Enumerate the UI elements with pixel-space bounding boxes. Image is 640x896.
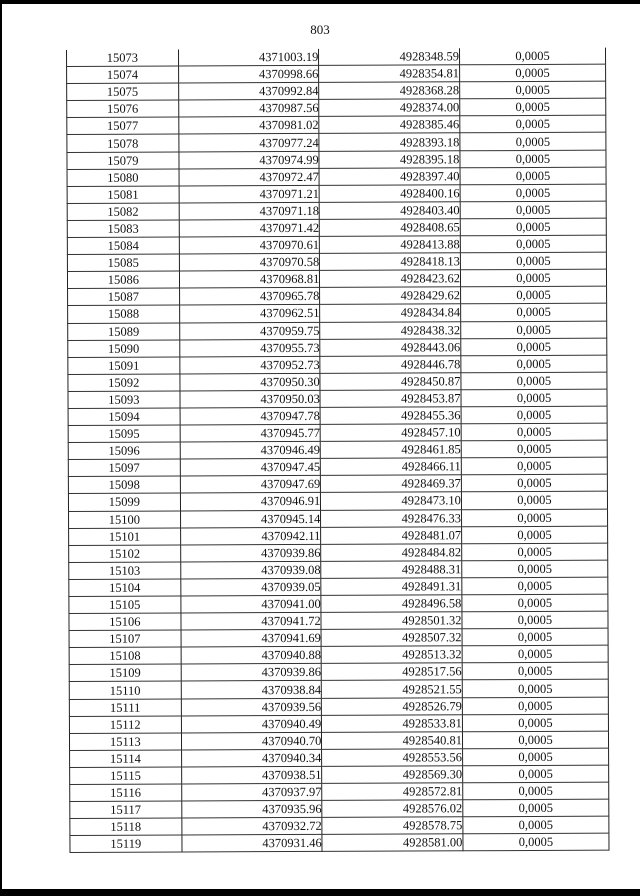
table-row xyxy=(69,663,608,682)
value-cell: 0,0005 xyxy=(460,252,606,270)
table-row xyxy=(67,218,606,237)
coordinates-table-body xyxy=(66,48,608,853)
point-number-cell: 15095 xyxy=(68,425,180,443)
point-number-cell: 15075 xyxy=(67,83,179,101)
y-coordinate-cell: 4928457.10 xyxy=(320,424,461,442)
x-coordinate-cell: 4370945.14 xyxy=(180,510,321,528)
y-coordinate-cell: 4928526.79 xyxy=(322,697,463,715)
x-coordinate-cell: 4370940.34 xyxy=(181,749,322,767)
point-number-cell: 15102 xyxy=(69,545,181,563)
table-row xyxy=(68,440,607,459)
y-coordinate-cell: 4928481.07 xyxy=(321,526,462,544)
table-row xyxy=(69,714,608,733)
table-row xyxy=(70,833,609,852)
point-number-cell: 15078 xyxy=(67,134,179,152)
table-row xyxy=(68,304,607,323)
y-coordinate-cell: 4928348.59 xyxy=(319,48,460,65)
table-row xyxy=(67,150,606,169)
value-cell: 0,0005 xyxy=(462,645,608,663)
value-cell: 0,0005 xyxy=(461,440,607,458)
value-cell: 0,0005 xyxy=(461,389,607,407)
table-row xyxy=(69,611,608,630)
value-cell: 0,0005 xyxy=(461,474,607,492)
point-number-cell: 15088 xyxy=(68,305,180,323)
table-row xyxy=(68,406,607,425)
page-number: 803 xyxy=(310,22,330,37)
point-number-cell: 15112 xyxy=(69,716,181,734)
value-cell: 0,0005 xyxy=(460,98,606,116)
y-coordinate-cell: 4928374.00 xyxy=(319,99,460,117)
value-cell: 0,0005 xyxy=(462,611,608,629)
value-cell: 0,0005 xyxy=(462,663,608,681)
point-number-cell: 15108 xyxy=(69,647,181,665)
y-coordinate-cell: 4928408.65 xyxy=(320,219,461,237)
table-row xyxy=(67,184,606,203)
table-row xyxy=(67,81,606,100)
point-number-cell: 15113 xyxy=(69,733,181,751)
x-coordinate-cell: 4370981.02 xyxy=(178,117,319,135)
scan-border-left xyxy=(0,0,2,896)
scan-border-bottom xyxy=(0,889,640,896)
table-row xyxy=(69,560,608,579)
y-coordinate-cell: 4928397.40 xyxy=(319,167,460,185)
y-coordinate-cell: 4928521.55 xyxy=(322,680,463,698)
value-cell: 0,0005 xyxy=(460,133,606,151)
y-coordinate-cell: 4928517.56 xyxy=(321,663,462,681)
point-number-cell: 15091 xyxy=(68,357,180,375)
value-cell: 0,0005 xyxy=(462,697,608,715)
y-coordinate-cell: 4928473.10 xyxy=(321,492,462,510)
table-row xyxy=(69,645,608,664)
scan-border-top xyxy=(0,0,640,4)
x-coordinate-cell: 4370939.56 xyxy=(181,698,322,716)
point-number-cell: 15104 xyxy=(69,579,181,597)
x-coordinate-cell: 4370998.66 xyxy=(178,65,319,83)
x-coordinate-cell: 4370968.81 xyxy=(179,271,320,289)
point-number-cell: 15073 xyxy=(66,50,178,67)
value-cell: 0,0005 xyxy=(461,423,607,441)
table-row xyxy=(68,286,607,305)
value-cell: 0,0005 xyxy=(461,355,607,373)
table-row xyxy=(68,423,607,442)
value-cell: 0,0005 xyxy=(462,526,608,544)
table-row xyxy=(69,509,608,528)
table-row xyxy=(68,321,607,340)
x-coordinate-cell: 4370939.05 xyxy=(180,578,321,596)
point-number-cell: 15114 xyxy=(70,750,182,768)
point-number-cell: 15094 xyxy=(68,408,180,426)
table-row xyxy=(67,133,606,152)
y-coordinate-cell: 4928476.33 xyxy=(321,509,462,527)
y-coordinate-cell: 4928455.36 xyxy=(320,407,461,425)
value-cell: 0,0005 xyxy=(460,269,606,287)
y-coordinate-cell: 4928385.46 xyxy=(319,116,460,134)
y-coordinate-cell: 4928368.28 xyxy=(319,82,460,100)
y-coordinate-cell: 4928446.78 xyxy=(320,355,461,373)
y-coordinate-cell: 4928453.87 xyxy=(320,390,461,408)
point-number-cell: 15090 xyxy=(68,340,180,358)
x-coordinate-cell: 4370945.77 xyxy=(180,424,321,442)
y-coordinate-cell: 4928466.11 xyxy=(321,458,462,476)
y-coordinate-cell: 4928501.32 xyxy=(321,612,462,630)
y-coordinate-cell: 4928533.81 xyxy=(322,714,463,732)
table-row xyxy=(67,98,606,117)
table-row xyxy=(70,748,609,767)
point-number-cell: 15101 xyxy=(69,528,181,546)
x-coordinate-cell: 4370971.42 xyxy=(179,219,320,237)
table-row xyxy=(68,492,607,511)
x-coordinate-cell: 4370970.61 xyxy=(179,236,320,254)
value-cell: 0,0005 xyxy=(460,286,606,304)
x-coordinate-cell: 4370940.49 xyxy=(181,715,322,733)
x-coordinate-cell: 4370932.72 xyxy=(182,818,323,836)
x-coordinate-cell: 4370939.08 xyxy=(180,561,321,579)
x-coordinate-cell: 4370941.00 xyxy=(181,595,322,613)
value-cell: 0,0005 xyxy=(463,782,609,800)
table-row xyxy=(68,355,607,374)
table-row xyxy=(67,235,606,254)
value-cell: 0,0005 xyxy=(463,799,609,817)
x-coordinate-cell: 4370947.78 xyxy=(180,407,321,425)
y-coordinate-cell: 4928354.81 xyxy=(319,65,460,83)
point-number-cell: 15099 xyxy=(68,493,180,511)
point-number-cell: 15119 xyxy=(70,835,182,853)
y-coordinate-cell: 4928395.18 xyxy=(319,150,460,168)
value-cell: 0,0005 xyxy=(462,594,608,612)
x-coordinate-cell: 4370946.91 xyxy=(180,493,321,511)
table-row xyxy=(69,697,608,716)
x-coordinate-cell: 4370940.88 xyxy=(181,647,322,665)
table-row xyxy=(69,628,608,647)
point-number-cell: 15097 xyxy=(68,459,180,477)
table-row xyxy=(69,526,608,545)
y-coordinate-cell: 4928572.81 xyxy=(322,783,463,801)
value-cell: 0,0005 xyxy=(462,748,608,766)
value-cell: 0,0005 xyxy=(460,150,606,168)
table-row xyxy=(67,201,606,220)
point-number-cell: 15087 xyxy=(68,288,180,306)
y-coordinate-cell: 4928450.87 xyxy=(320,373,461,391)
value-cell: 0,0005 xyxy=(461,304,607,322)
value-cell: 0,0005 xyxy=(460,64,606,82)
y-coordinate-cell: 4928540.81 xyxy=(322,732,463,750)
x-coordinate-cell: 4370992.84 xyxy=(178,83,319,101)
point-number-cell: 15117 xyxy=(70,801,182,819)
x-coordinate-cell: 4370970.58 xyxy=(179,254,320,272)
x-coordinate-cell: 4370941.72 xyxy=(181,612,322,630)
x-coordinate-cell: 4370955.73 xyxy=(179,339,320,357)
x-coordinate-cell: 4370965.78 xyxy=(179,288,320,306)
y-coordinate-cell: 4928578.75 xyxy=(322,817,463,835)
point-number-cell: 15076 xyxy=(67,100,179,118)
x-coordinate-cell: 4370977.24 xyxy=(179,134,320,152)
point-number-cell: 15085 xyxy=(67,254,179,272)
point-number-cell: 15084 xyxy=(67,237,179,255)
x-coordinate-cell: 4370931.46 xyxy=(182,835,323,853)
table-row xyxy=(70,782,609,801)
x-coordinate-cell: 4370950.30 xyxy=(180,373,321,391)
x-coordinate-cell: 4370939.86 xyxy=(180,544,321,562)
table-row xyxy=(68,338,607,357)
point-number-cell: 15115 xyxy=(70,767,182,785)
table-row xyxy=(67,252,606,271)
y-coordinate-cell: 4928403.40 xyxy=(319,202,460,220)
x-coordinate-cell: 4370942.11 xyxy=(180,527,321,545)
y-coordinate-cell: 4928469.37 xyxy=(321,475,462,493)
x-coordinate-cell: 4370987.56 xyxy=(178,100,319,118)
value-cell: 0,0005 xyxy=(460,167,606,185)
x-coordinate-cell: 4370938.84 xyxy=(181,681,322,699)
point-number-cell: 15111 xyxy=(69,699,181,717)
y-coordinate-cell: 4928443.06 xyxy=(320,338,461,356)
point-number-cell: 15116 xyxy=(70,784,182,802)
table-row xyxy=(68,474,607,493)
value-cell: 0,0005 xyxy=(462,577,608,595)
point-number-cell: 15080 xyxy=(67,169,179,187)
value-cell: 0,0005 xyxy=(463,765,609,783)
x-coordinate-cell: 4370974.99 xyxy=(179,151,320,169)
table-row xyxy=(69,577,608,596)
x-coordinate-cell: 4370959.75 xyxy=(179,322,320,340)
table-row xyxy=(69,543,608,562)
table-row xyxy=(70,816,609,835)
table-row xyxy=(70,765,609,784)
table-row xyxy=(67,64,606,83)
value-cell: 0,0005 xyxy=(461,509,607,527)
x-coordinate-cell: 4370947.69 xyxy=(180,476,321,494)
value-cell: 0,0005 xyxy=(461,338,607,356)
x-coordinate-cell: 4370946.49 xyxy=(180,442,321,460)
x-coordinate-cell: 4370972.47 xyxy=(179,168,320,186)
y-coordinate-cell: 4928507.32 xyxy=(321,629,462,647)
x-coordinate-cell: 4370940.70 xyxy=(181,732,322,750)
y-coordinate-cell: 4928553.56 xyxy=(322,749,463,767)
y-coordinate-cell: 4928400.16 xyxy=(319,185,460,203)
y-coordinate-cell: 4928569.30 xyxy=(322,766,463,784)
y-coordinate-cell: 4928488.31 xyxy=(321,561,462,579)
coordinates-table xyxy=(66,48,610,854)
value-cell: 0,0005 xyxy=(463,816,609,834)
x-coordinate-cell: 4370938.51 xyxy=(181,766,322,784)
value-cell: 0,0005 xyxy=(460,201,606,219)
point-number-cell: 15093 xyxy=(68,391,180,409)
point-number-cell: 15100 xyxy=(69,511,181,529)
value-cell: 0,0005 xyxy=(462,543,608,561)
x-coordinate-cell: 4370937.97 xyxy=(181,783,322,801)
value-cell: 0,0005 xyxy=(460,81,606,99)
table-row xyxy=(68,389,607,408)
table-row xyxy=(67,116,606,135)
y-coordinate-cell: 4928429.62 xyxy=(320,287,461,305)
point-number-cell: 15105 xyxy=(69,596,181,614)
value-cell: 0,0005 xyxy=(462,714,608,732)
y-coordinate-cell: 4928581.00 xyxy=(322,834,463,852)
value-cell: 0,0005 xyxy=(461,457,607,475)
value-cell: 0,0005 xyxy=(461,372,607,390)
x-coordinate-cell: 4370935.96 xyxy=(181,801,322,819)
point-number-cell: 15089 xyxy=(68,323,180,341)
y-coordinate-cell: 4928484.82 xyxy=(321,543,462,561)
x-coordinate-cell: 4371003.19 xyxy=(178,49,319,66)
y-coordinate-cell: 4928393.18 xyxy=(319,133,460,151)
table-row xyxy=(69,680,608,699)
y-coordinate-cell: 4928513.32 xyxy=(321,646,462,664)
y-coordinate-cell: 4928438.32 xyxy=(320,321,461,339)
y-coordinate-cell: 4928491.31 xyxy=(321,578,462,596)
value-cell: 0,0005 xyxy=(460,184,606,202)
value-cell: 0,0005 xyxy=(460,235,606,253)
x-coordinate-cell: 4370952.73 xyxy=(179,356,320,374)
y-coordinate-cell: 4928413.88 xyxy=(320,236,461,254)
y-coordinate-cell: 4928461.85 xyxy=(321,441,462,459)
point-number-cell: 15098 xyxy=(68,476,180,494)
y-coordinate-cell: 4928496.58 xyxy=(321,595,462,613)
value-cell: 0,0005 xyxy=(460,116,606,134)
value-cell: 0,0005 xyxy=(462,680,608,698)
table-row xyxy=(67,167,606,186)
table-row xyxy=(67,269,606,288)
value-cell: 0,0005 xyxy=(462,560,608,578)
value-cell: 0,0005 xyxy=(461,492,607,510)
value-cell: 0,0005 xyxy=(463,833,609,851)
value-cell: 0,0005 xyxy=(462,731,608,749)
x-coordinate-cell: 4370947.45 xyxy=(180,459,321,477)
point-number-cell: 15107 xyxy=(69,630,181,648)
x-coordinate-cell: 4370939.86 xyxy=(181,664,322,682)
x-coordinate-cell: 4370971.21 xyxy=(179,185,320,203)
table-row xyxy=(69,731,608,750)
point-number-cell: 15077 xyxy=(67,117,179,135)
point-number-cell: 15103 xyxy=(69,562,181,580)
point-number-cell: 15079 xyxy=(67,152,179,170)
table-row xyxy=(69,594,608,613)
point-number-cell: 15109 xyxy=(69,664,181,682)
point-number-cell: 15106 xyxy=(69,613,181,631)
value-cell: 0,0005 xyxy=(459,48,605,65)
point-number-cell: 15096 xyxy=(68,442,180,460)
value-cell: 0,0005 xyxy=(462,628,608,646)
table-row xyxy=(68,372,607,391)
y-coordinate-cell: 4928434.84 xyxy=(320,304,461,322)
point-number-cell: 15081 xyxy=(67,186,179,204)
y-coordinate-cell: 4928423.62 xyxy=(320,270,461,288)
point-number-cell: 15110 xyxy=(69,681,181,699)
y-coordinate-cell: 4928576.02 xyxy=(322,800,463,818)
x-coordinate-cell: 4370950.03 xyxy=(180,390,321,408)
point-number-cell: 15092 xyxy=(68,374,180,392)
y-coordinate-cell: 4928418.13 xyxy=(320,253,461,271)
point-number-cell: 15118 xyxy=(70,818,182,836)
x-coordinate-cell: 4370941.69 xyxy=(181,630,322,648)
table-row xyxy=(70,799,609,818)
point-number-cell: 15086 xyxy=(67,271,179,289)
point-number-cell: 15082 xyxy=(67,203,179,221)
value-cell: 0,0005 xyxy=(461,321,607,339)
table-row xyxy=(68,457,607,476)
value-cell: 0,0005 xyxy=(461,406,607,424)
point-number-cell: 15083 xyxy=(67,220,179,238)
value-cell: 0,0005 xyxy=(460,218,606,236)
x-coordinate-cell: 4370962.51 xyxy=(179,305,320,323)
point-number-cell: 15074 xyxy=(67,66,179,84)
x-coordinate-cell: 4370971.18 xyxy=(179,202,320,220)
table-row xyxy=(66,48,605,67)
